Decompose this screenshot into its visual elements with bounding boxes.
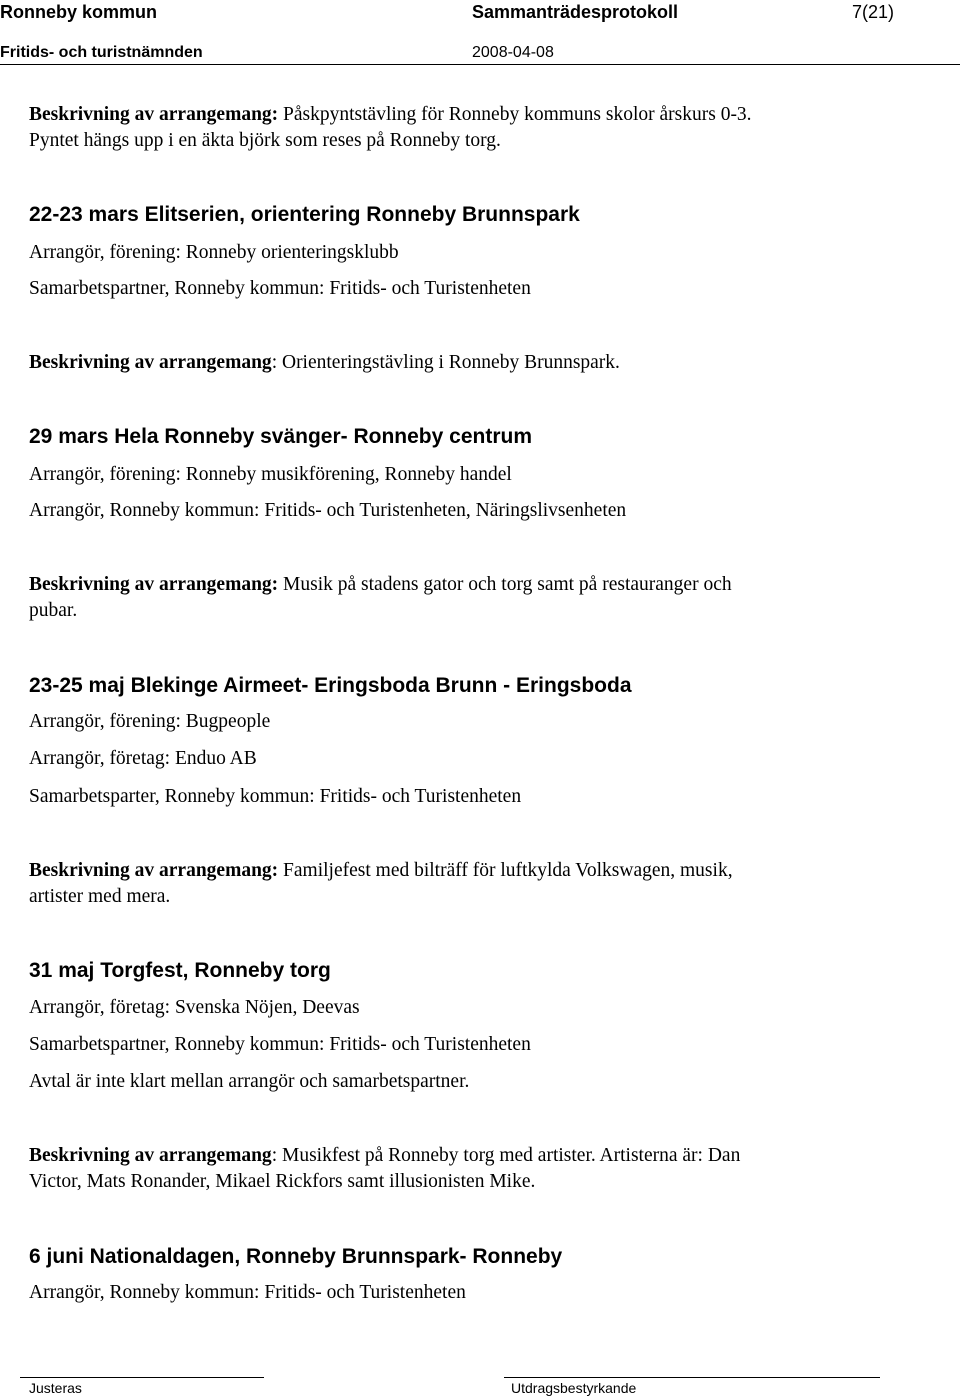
description-text: Familjefest med bilträff för luftkylda Volkswagen, musik, [278,860,733,881]
event-description [29,352,620,374]
event-detail: Arrangör, Ronneby kommun: Fritids- och Turistenheten [29,1282,466,1303]
footer-utdragsbestyrkande: Utdragsbestyrkande [511,1380,637,1396]
header-date: 2008-04-08 [472,44,554,61]
description-text: Påskpyntstävling för Ronneby kommuns skolor årskurs 0-3. [278,104,752,125]
event-description [29,1145,740,1167]
event-title: 23-25 maj Blekinge Airmeet- Eringsboda Brunn - Eringsboda [29,674,632,697]
header-doc-type: Sammanträdesprotokoll [472,2,679,22]
description-text: : Musikfest på Ronneby torg med artister. Artisterna är: Dan [271,1145,741,1166]
event-description-cont: Victor, Mats Ronander, Mikael Rickfors samt illusionisten Mike. [29,1171,536,1192]
event-title: 22-23 mars Elitserien, orientering Ronneby Brunnspark [29,203,580,226]
description-label: Beskrivning av arrangemang [29,352,272,373]
event-description-cont: pubar. [29,600,78,621]
event-detail: Arrangör, Ronneby kommun: Fritids- och Turistenheten, Näringslivsenheten [29,500,627,521]
event-detail: Avtal är inte klart mellan arrangör och samarbetspartner. [29,1071,470,1092]
intro-description-line: Pyntet hängs upp i en äkta björk som reses på Ronneby torg. [29,130,501,151]
description-text: Musik på stadens gator och torg samt på restauranger och [278,574,732,595]
event-description [29,860,733,882]
header-org: Ronneby kommun [0,2,158,22]
event-detail: Arrangör, förening: Ronneby orienteringsklubb [29,242,399,263]
description-label: Beskrivning av arrangemang: [29,104,279,125]
intro-description-line [29,104,752,126]
description-text: : Orienteringstävling i Ronneby Brunnspark. [271,352,620,373]
event-description-cont: artister med mera. [29,886,171,907]
footer-rule-right [504,1377,880,1378]
description-label: Beskrivning av arrangemang: [29,574,279,595]
event-detail: Samarbetspartner, Ronneby kommun: Fritids- och Turistenheten [29,278,531,299]
event-detail: Arrangör, förening: Ronneby musikförening, Ronneby handel [29,464,512,485]
event-title: 6 juni Nationaldagen, Ronneby Brunnspark- Ronneby [29,1245,563,1268]
event-title: 31 maj Torgfest, Ronneby torg [29,959,331,982]
event-detail: Samarbetspartner, Ronneby kommun: Fritids- och Turistenheten [29,1034,531,1055]
event-detail: Arrangör, företag: Svenska Nöjen, Deevas [29,997,360,1018]
header-rule [0,64,960,65]
event-description [29,574,732,596]
description-label: Beskrivning av arrangemang [29,1145,272,1166]
event-title: 29 mars Hela Ronneby svänger- Ronneby centrum [29,425,532,448]
header-committee: Fritids- och turistnämnden [0,44,203,61]
event-detail: Arrangör, förening: Bugpeople [29,711,271,732]
description-label: Beskrivning av arrangemang: [29,860,279,881]
footer-rule-left [20,1377,264,1378]
header-page-number: 7(21) [852,2,895,22]
footer-justeras: Justeras [29,1380,82,1396]
event-detail: Samarbetsparter, Ronneby kommun: Fritids- och Turistenheten [29,786,522,807]
event-detail: Arrangör, företag: Enduo AB [29,748,257,769]
